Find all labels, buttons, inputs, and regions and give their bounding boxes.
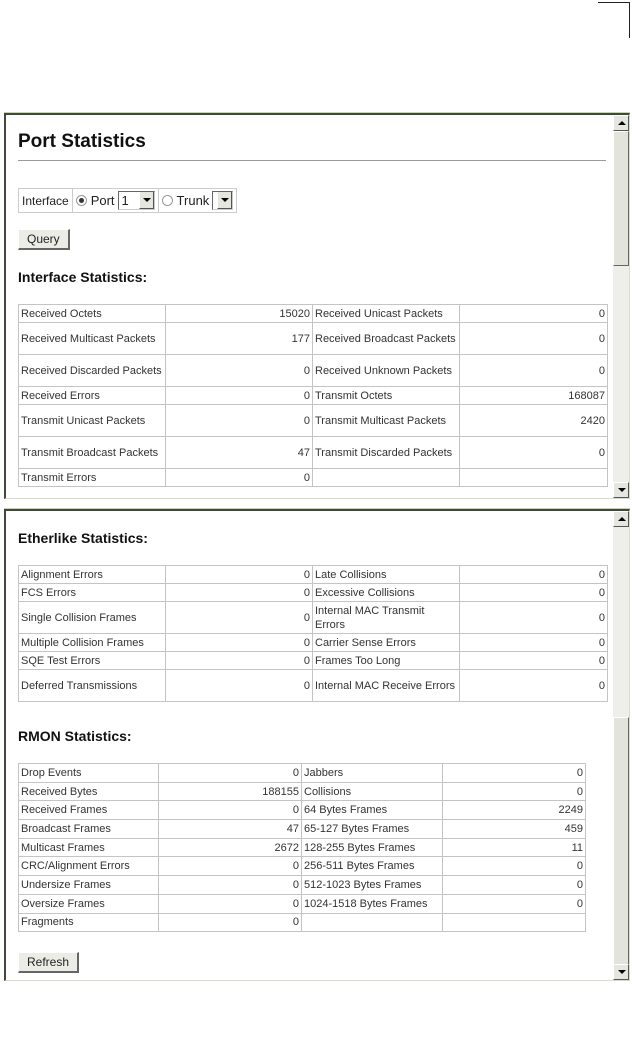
stat-label: Broadcast Frames [19,820,159,839]
rmon-statistics-title: RMON Statistics: [18,728,132,744]
stat-value: 0 [159,764,302,783]
table-row [19,566,608,584]
stat-label: Frames Too Long [313,652,460,670]
table-row [19,437,608,469]
stat-value: 15020 [166,305,313,323]
table-row [19,857,586,876]
scrollbar-thumb[interactable] [613,131,629,266]
corner-mark [598,2,630,3]
scroll-down-button[interactable] [613,482,629,498]
stat-value: 0 [443,876,586,895]
stat-label: Oversize Frames [19,894,159,913]
stat-label: Multicast Frames [19,838,159,857]
stat-value: 0 [460,652,608,670]
port-radio[interactable] [76,195,87,206]
stat-label: 65-127 Bytes Frames [302,820,443,839]
stat-label: CRC/Alignment Errors [19,857,159,876]
stat-label: Transmit Unicast Packets [19,405,166,437]
stat-label: Received Unknown Packets [313,355,460,387]
stat-label: Alignment Errors [19,566,166,584]
etherlike-statistics-title: Etherlike Statistics: [18,530,148,546]
stat-label: Received Errors [19,387,166,405]
stat-value: 0 [460,437,608,469]
stat-value: 2672 [159,838,302,857]
stat-label: Undersize Frames [19,876,159,895]
stat-label: Excessive Collisions [313,584,460,602]
stat-label: 128-255 Bytes Frames [302,838,443,857]
stat-value: 11 [443,838,586,857]
refresh-button[interactable]: Refresh [18,952,79,973]
table-row [19,405,608,437]
scroll-down-button[interactable] [613,964,629,980]
stat-label: Received Frames [19,801,159,820]
stat-value: 2249 [443,801,586,820]
stat-value: 0 [159,801,302,820]
table-row [19,305,608,323]
stat-value: 0 [159,857,302,876]
stat-value: 47 [159,820,302,839]
stat-value: 0 [443,764,586,783]
stat-value: 0 [166,566,313,584]
trunk-select[interactable] [212,191,233,210]
table-row [19,838,586,857]
stat-label: Jabbers [302,764,443,783]
stat-value: 188155 [159,782,302,801]
stat-label: Transmit Discarded Packets [313,437,460,469]
arrow-down-icon [618,970,626,974]
table-row [19,820,586,839]
stat-label: Received Multicast Packets [19,323,166,355]
table-row [19,782,586,801]
stat-value: 0 [166,652,313,670]
stat-label [313,469,460,487]
port-select-dropdown-button[interactable] [139,192,154,209]
stat-label: SQE Test Errors [19,652,166,670]
stat-value: 0 [166,355,313,387]
stat-label: Internal MAC Receive Errors [313,670,460,702]
scrollbar-thumb[interactable] [613,717,629,965]
stat-value [443,913,586,932]
stat-value: 0 [166,387,313,405]
query-button[interactable]: Query [18,229,70,250]
stat-label: Drop Events [19,764,159,783]
stat-label: Carrier Sense Errors [313,634,460,652]
stat-label: 1024-1518 Bytes Frames [302,894,443,913]
page-title: Port Statistics [18,131,146,152]
table-row [19,387,608,405]
stat-value: 0 [166,405,313,437]
stat-value: 2420 [460,405,608,437]
stat-label: Received Discarded Packets [19,355,166,387]
port-select-value: 1 [121,193,129,208]
port-statistics-frame-top [4,113,630,499]
stat-label: Transmit Multicast Packets [313,405,460,437]
interface-selector [18,188,237,213]
vertical-scrollbar-top[interactable] [613,115,629,498]
table-row [19,584,608,602]
stat-label: Transmit Errors [19,469,166,487]
arrow-down-icon [618,488,626,492]
stat-value: 0 [166,602,313,634]
stat-label: Late Collisions [313,566,460,584]
etherlike-statistics-table [18,565,608,702]
port-statistics-frame-bottom [4,509,630,981]
stat-value: 0 [460,584,608,602]
table-row [19,602,608,634]
scroll-up-button[interactable] [613,115,629,131]
stat-label: 512-1023 Bytes Frames [302,876,443,895]
arrow-up-icon [618,517,626,521]
table-row [19,876,586,895]
stat-value: 0 [460,355,608,387]
stat-value: 0 [166,670,313,702]
stat-label: Received Bytes [19,782,159,801]
stat-label: Collisions [302,782,443,801]
interface-statistics-table [18,304,608,487]
stat-value: 459 [443,820,586,839]
title-divider [18,160,606,161]
stat-label: 256-511 Bytes Frames [302,857,443,876]
stat-label: Transmit Broadcast Packets [19,437,166,469]
stat-value: 0 [159,913,302,932]
interface-statistics-title: Interface Statistics: [18,269,148,285]
stat-value: 0 [166,584,313,602]
stat-value: 0 [460,566,608,584]
stat-value: 168087 [460,387,608,405]
trunk-select-dropdown-button[interactable] [217,192,232,209]
stat-label: Received Broadcast Packets [313,323,460,355]
port-radio-label[interactable]: Port [90,193,115,208]
stat-value: 0 [166,634,313,652]
rmon-statistics-table [18,763,586,932]
stat-label: Multiple Collision Frames [19,634,166,652]
stat-value: 0 [460,634,608,652]
chevron-down-icon [221,198,229,202]
trunk-radio-label[interactable]: Trunk [176,193,210,208]
stat-value: 47 [166,437,313,469]
stat-value: 0 [460,602,608,634]
arrow-up-icon [618,121,626,125]
stat-value: 177 [166,323,313,355]
table-row [19,764,586,783]
stat-label: FCS Errors [19,584,166,602]
stat-value: 0 [159,894,302,913]
interface-label: Interface [19,189,73,212]
stat-label: Transmit Octets [313,387,460,405]
table-row [19,323,608,355]
stat-label: Received Unicast Packets [313,305,460,323]
table-row [19,469,608,487]
stat-value: 0 [460,670,608,702]
chevron-down-icon [143,198,151,202]
trunk-radio[interactable] [162,195,173,206]
stat-value: 0 [460,323,608,355]
stat-value: 0 [460,305,608,323]
stat-value: 0 [166,469,313,487]
stat-value [460,469,608,487]
stat-value: 0 [443,782,586,801]
stat-label: Fragments [19,913,159,932]
table-row [19,913,586,932]
port-select[interactable] [118,191,155,210]
table-row [19,894,586,913]
stat-label: Internal MAC Transmit Errors [313,602,460,634]
stat-value: 0 [443,857,586,876]
table-row [19,801,586,820]
corner-mark [629,2,630,38]
stat-label: 64 Bytes Frames [302,801,443,820]
table-row [19,634,608,652]
stat-label: Single Collision Frames [19,602,166,634]
stat-label: Received Octets [19,305,166,323]
scroll-up-button[interactable] [613,511,629,527]
table-row [19,355,608,387]
vertical-scrollbar-bottom[interactable] [613,511,629,980]
table-row [19,652,608,670]
table-row [19,670,608,702]
stat-value: 0 [443,894,586,913]
stat-value: 0 [159,876,302,895]
stat-label [302,913,443,932]
stat-label: Deferred Transmissions [19,670,166,702]
